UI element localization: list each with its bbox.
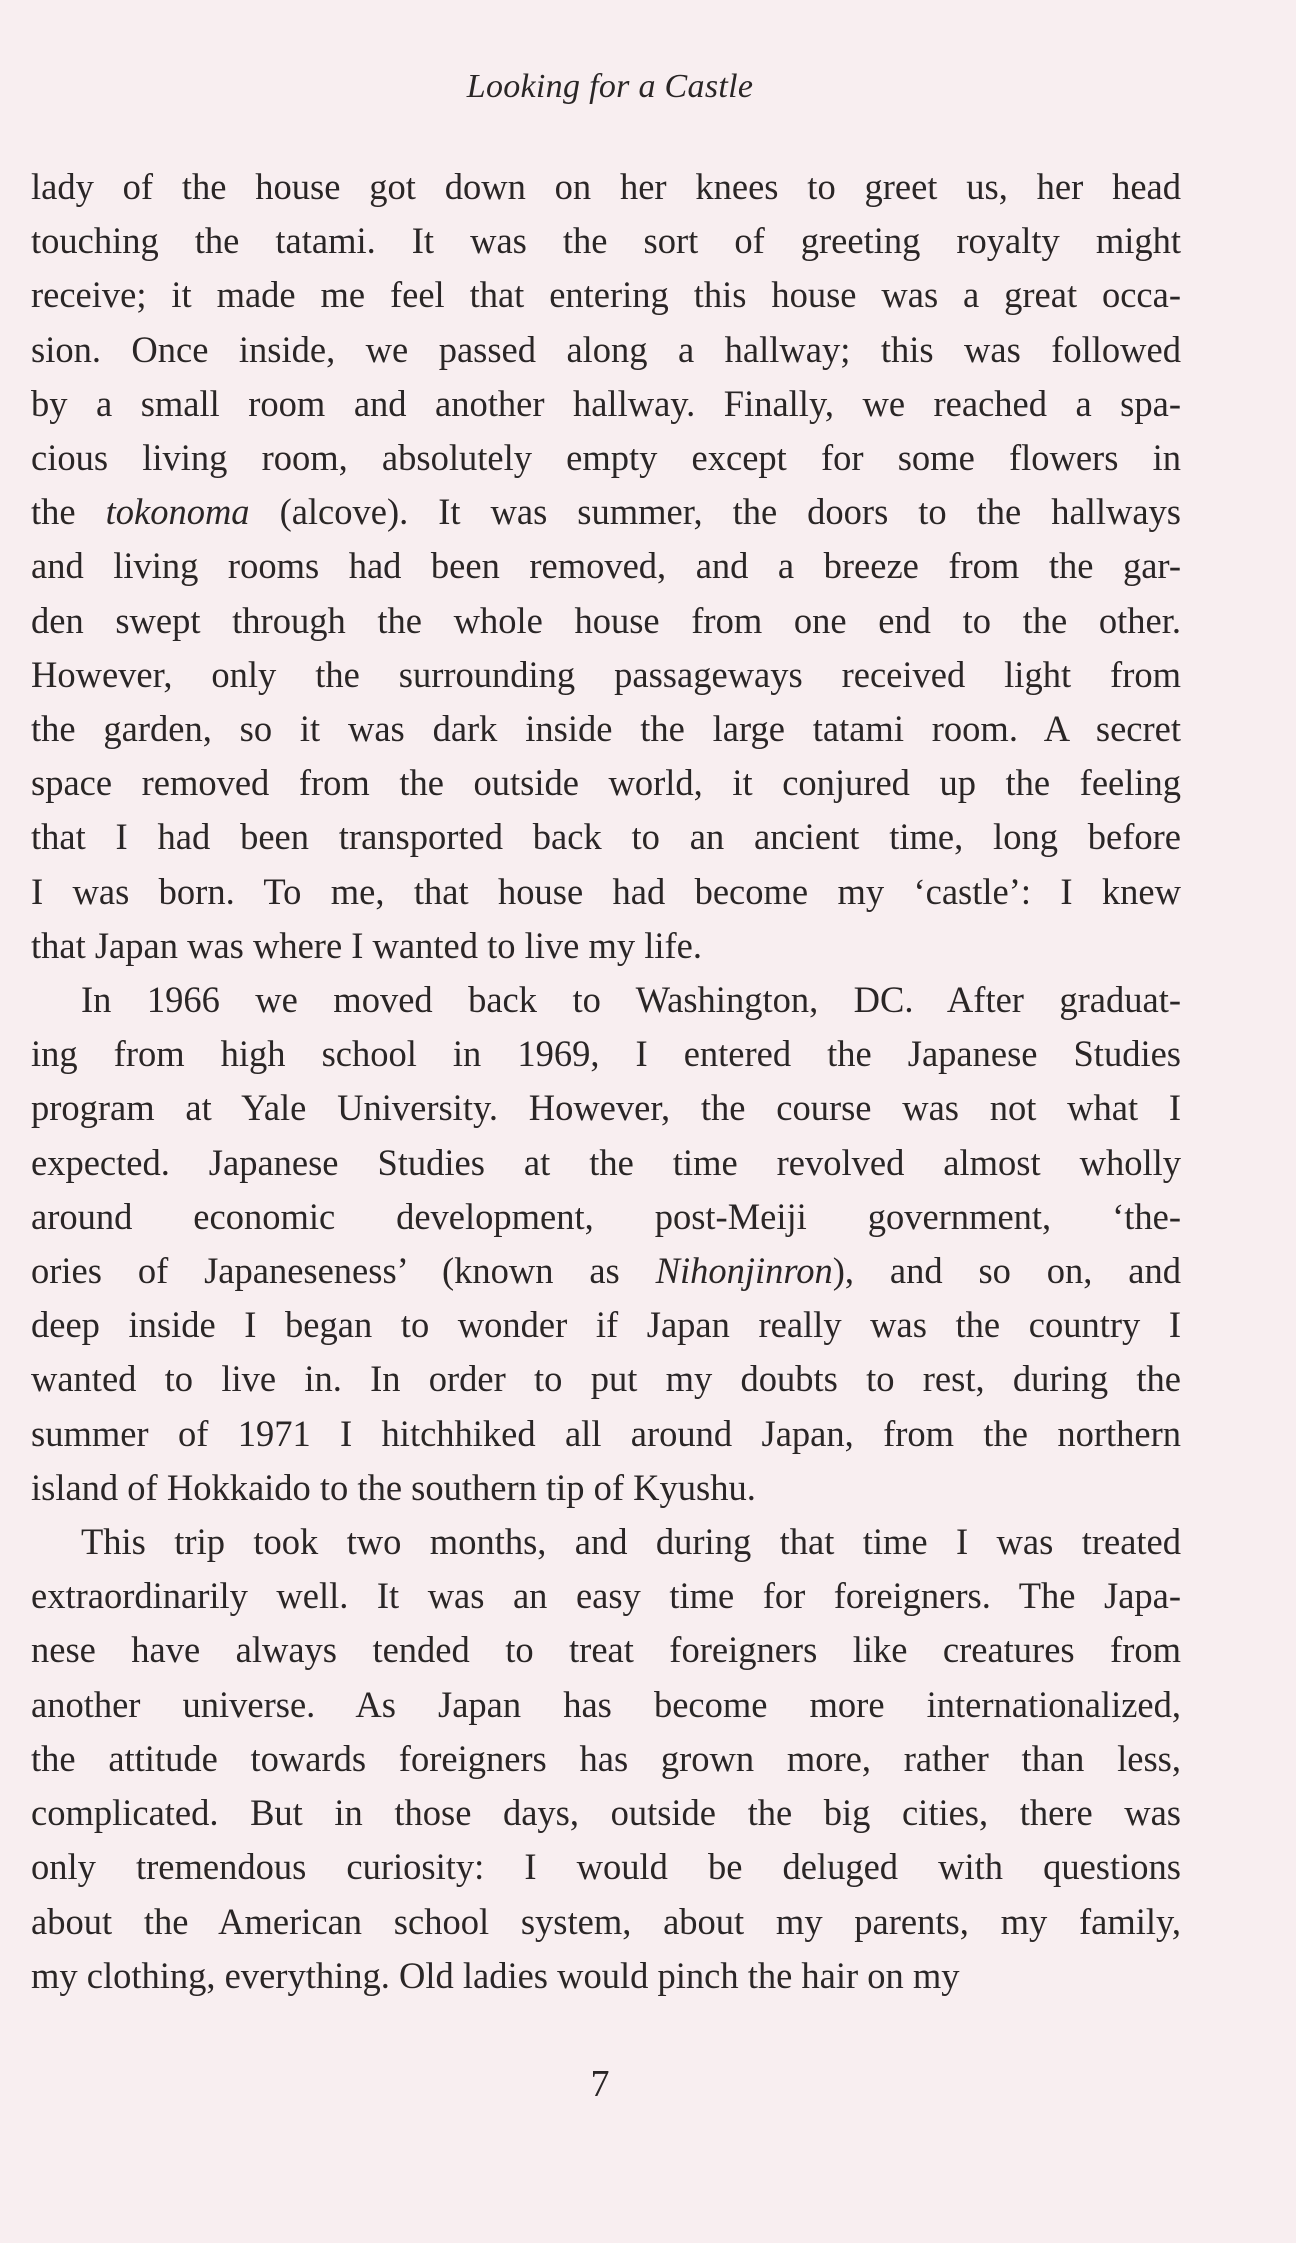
text-line: touching the tatami. It was the sort of greeting royalty might — [31, 220, 1181, 262]
text-line: I was born. To me, that house had become my ‘castle’: I knew — [31, 870, 1181, 912]
text-line: lady of the house got down on her knees to greet us, her head — [31, 166, 1181, 207]
text-line: However, only the surrounding passageways received light from — [31, 653, 1181, 695]
text-line: program at Yale University. However, the course was not what I — [31, 1087, 1181, 1129]
page-number: 7 — [590, 2063, 610, 2105]
text-line: space removed from the outside world, it conjured up the feeling — [31, 762, 1181, 804]
text-line: around economic development, post-Meiji government, ‘the- — [31, 1195, 1181, 1237]
text-line: by a small room and another hallway. Finally, we reached a spa- — [31, 382, 1181, 424]
text-line: my clothing, everything. Old ladies would pinch the hair on my — [31, 1954, 960, 1996]
text-line: the attitude towards foreigners has grown more, rather than less, — [31, 1737, 1181, 1779]
text-line: only tremendous curiosity: I would be deluged with questions — [31, 1846, 1181, 1888]
text-line: receive; it made me feel that entering this house was a great occa- — [31, 274, 1181, 316]
text-line: ories of Japaneseness’ (known as Nihonjinron), and so on, and — [31, 1250, 1181, 1292]
text-line: another universe. As Japan has become more internationalized, — [31, 1683, 1181, 1725]
running-head: Looking for a Castle — [466, 68, 754, 105]
text-line: wanted to live in. In order to put my doubts to rest, during the — [31, 1358, 1181, 1400]
text-line: nese have always tended to treat foreigners like creatures from — [31, 1629, 1181, 1671]
text-line: In 1966 we moved back to Washington, DC. After graduat- — [81, 979, 1181, 1021]
body-text — [31, 160, 1181, 2003]
paragraph-3 — [31, 1515, 1181, 2003]
text-line: the tokonoma (alcove). It was summer, the doors to the hallways — [31, 491, 1181, 533]
text-line: complicated. But in those days, outside the big cities, there was — [31, 1792, 1181, 1834]
text-line: deep inside I began to wonder if Japan really was the country I — [31, 1304, 1181, 1346]
text-line: den swept through the whole house from one end to the other. — [31, 599, 1181, 641]
text-line: that Japan was where I wanted to live my life. — [31, 924, 702, 966]
text-line: expected. Japanese Studies at the time revolved almost wholly — [31, 1141, 1181, 1183]
text-line: the garden, so it was dark inside the large tatami room. A secret — [31, 708, 1181, 750]
text-line: cious living room, absolutely empty except for some flowers in — [31, 437, 1181, 479]
paragraph-1 — [31, 160, 1181, 973]
text-line: sion. Once inside, we passed along a hallway; this was followed — [31, 328, 1181, 370]
text-line: about the American school system, about my parents, my family, — [31, 1900, 1181, 1942]
text-line: summer of 1971 I hitchhiked all around Japan, from the northern — [31, 1412, 1181, 1454]
text-line: and living rooms had been removed, and a breeze from the gar- — [31, 545, 1181, 587]
text-line: ing from high school in 1969, I entered the Japanese Studies — [31, 1033, 1181, 1075]
text-line: This trip took two months, and during that time I was treated — [81, 1521, 1181, 1563]
text-line: extraordinarily well. It was an easy time for foreigners. The Japa- — [31, 1575, 1181, 1617]
text-line: island of Hokkaido to the southern tip of Kyushu. — [31, 1466, 756, 1508]
text-line: that I had been transported back to an ancient time, long before — [31, 816, 1181, 858]
paragraph-2 — [31, 973, 1181, 1515]
